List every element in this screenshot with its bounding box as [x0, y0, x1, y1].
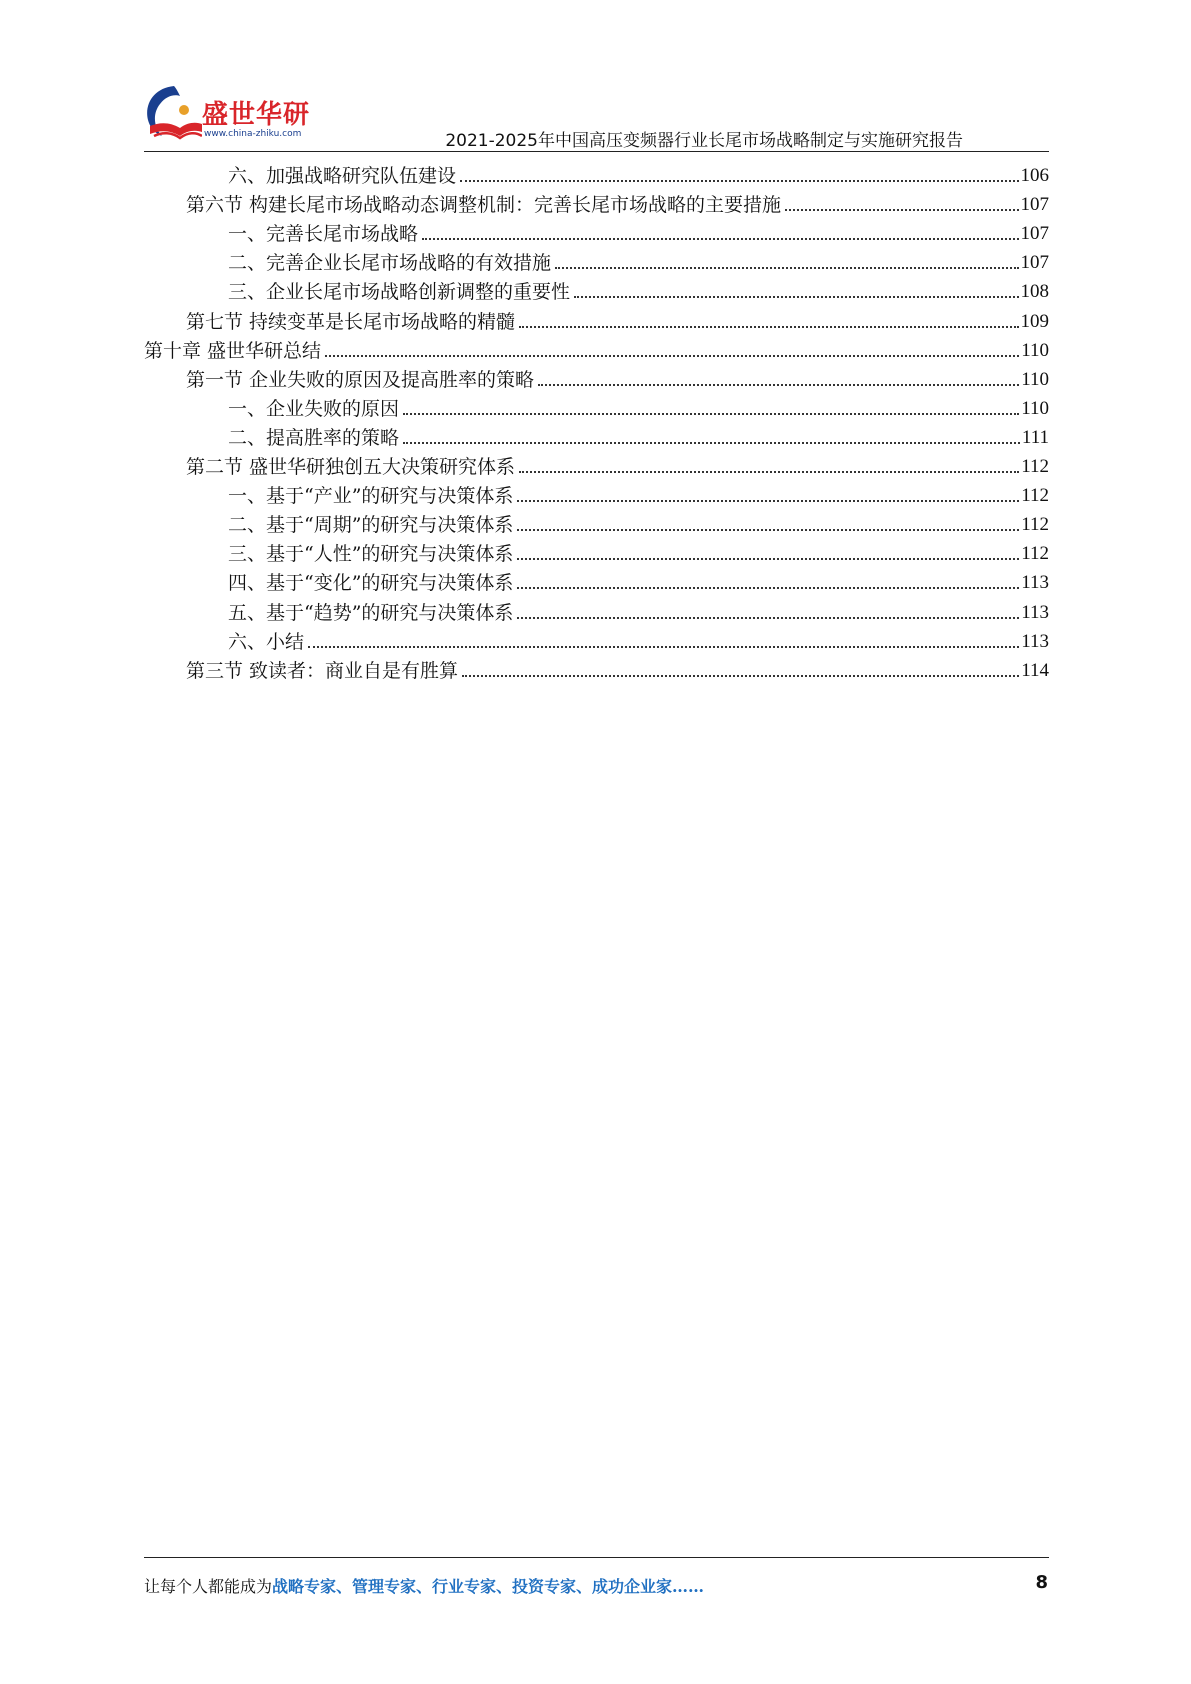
toc-entry-label: 六、小结: [228, 630, 305, 653]
toc-entry-page: 109: [1020, 310, 1049, 332]
toc-entry-label: 二、提高胜率的策略: [228, 426, 400, 449]
toc-entry[interactable]: [228, 597, 1049, 625]
toc-entry[interactable]: [228, 160, 1049, 188]
toc-dot-leader: [403, 442, 1020, 444]
toc-dot-leader: [555, 267, 1018, 269]
toc-entry[interactable]: [228, 276, 1049, 304]
toc-entry-label: 三、企业长尾市场战略创新调整的重要性: [228, 281, 571, 304]
toc-dot-leader: [403, 413, 1019, 415]
page-header: [0, 0, 1191, 160]
logo-url: www.china-zhiku.com: [204, 129, 302, 139]
toc-entry-label: 五、基于“趋势”的研究与决策体系: [228, 601, 514, 624]
toc-dot-leader: [519, 471, 1019, 473]
toc-entry-page: 113: [1021, 572, 1049, 594]
toc-entry-label: 三、基于“人性”的研究与决策体系: [228, 543, 514, 566]
toc-entry-page: 107: [1020, 194, 1049, 216]
toc-entry[interactable]: [228, 538, 1049, 566]
footer-divider: [144, 1557, 1049, 1558]
toc-entry-label: 第六节 构建长尾市场战略动态调整机制：完善长尾市场战略的主要措施: [186, 194, 782, 217]
toc-entry-page: 110: [1021, 339, 1049, 361]
toc-entry-page: 113: [1021, 601, 1049, 623]
toc-entry[interactable]: [186, 189, 1049, 217]
toc-entry-label: 第七节 持续变革是长尾市场战略的精髓: [186, 310, 516, 333]
toc-entry-label: 一、基于“产业”的研究与决策体系: [228, 485, 514, 508]
toc-dot-leader: [460, 180, 1018, 182]
toc-dot-leader: [517, 617, 1019, 619]
slogan-highlight: 战略专家、管理专家、行业专家、投资专家、成功企业家……: [272, 1577, 705, 1596]
toc-entry-label: 一、企业失败的原因: [228, 397, 400, 420]
toc-entry[interactable]: [144, 335, 1049, 363]
toc-entry-page: 111: [1021, 426, 1049, 448]
document-title: 2021-2025年中国高压变频器行业长尾市场战略制定与实施研究报告: [445, 131, 963, 151]
toc-entry-page: 106: [1020, 165, 1049, 186]
logo-emblem-icon: [140, 82, 202, 144]
toc-entry-label: 第三节 致读者：商业自是有胜算: [186, 659, 459, 682]
toc-entry-page: 112: [1021, 514, 1049, 536]
toc-entry-label: 四、基于“变化”的研究与决策体系: [228, 572, 514, 595]
footer-slogan: [144, 1574, 704, 1597]
toc-entry-label: 二、基于“周期”的研究与决策体系: [228, 514, 514, 537]
toc-entry[interactable]: [186, 655, 1049, 683]
slogan-prefix: 让每个人都能成为: [144, 1577, 273, 1596]
toc-entry[interactable]: [186, 306, 1049, 334]
toc-dot-leader: [519, 326, 1018, 328]
company-logo: [140, 82, 320, 150]
toc-entry-label: 一、完善长尾市场战略: [228, 223, 419, 246]
toc-entry-page: 113: [1021, 630, 1049, 652]
toc-entry-label: 第十章 盛世华研总结: [144, 339, 322, 362]
toc-entry-page: 110: [1021, 397, 1049, 419]
toc-entry-page: 107: [1020, 223, 1049, 245]
toc-dot-leader: [785, 209, 1018, 211]
toc-entry[interactable]: [228, 626, 1049, 654]
header-divider: [144, 151, 1049, 152]
toc-dot-leader: [308, 646, 1019, 648]
toc-dot-leader: [422, 238, 1018, 240]
toc-dot-leader: [517, 529, 1019, 531]
toc-entry[interactable]: [228, 218, 1049, 246]
toc-entry[interactable]: [228, 422, 1049, 450]
toc-dot-leader: [538, 384, 1019, 386]
toc-entry-label: 二、完善企业长尾市场战略的有效措施: [228, 252, 552, 275]
toc-dot-leader: [462, 675, 1019, 677]
toc-dot-leader: [325, 355, 1019, 357]
toc-entry-label: 六、加强战略研究队伍建设: [228, 165, 457, 187]
toc-entry-page: 112: [1021, 456, 1049, 477]
toc-entry[interactable]: [228, 509, 1049, 537]
toc-entry[interactable]: [186, 451, 1049, 479]
toc-entry-page: 107: [1020, 252, 1049, 274]
page-number: 8: [1035, 1572, 1048, 1593]
toc-entry-page: 112: [1021, 485, 1049, 507]
toc-entry[interactable]: [228, 247, 1049, 275]
toc-dot-leader: [574, 296, 1018, 298]
toc-dot-leader: [517, 558, 1019, 560]
toc-entry-page: 108: [1020, 281, 1049, 303]
toc-entry[interactable]: [228, 567, 1049, 595]
toc-entry[interactable]: [228, 393, 1049, 421]
toc-entry[interactable]: [228, 480, 1049, 508]
toc-entry-label: 第二节 盛世华研独创五大决策研究体系: [186, 456, 516, 478]
toc-entry[interactable]: [186, 364, 1049, 392]
toc-dot-leader: [517, 587, 1019, 589]
toc-entry-page: 114: [1021, 659, 1049, 681]
logo-text: 盛世华研: [202, 100, 311, 130]
toc-entry-page: 112: [1021, 543, 1049, 565]
toc-entry-label: 第一节 企业失败的原因及提高胜率的策略: [186, 368, 535, 391]
toc-dot-leader: [517, 500, 1019, 502]
toc-entry-page: 110: [1021, 368, 1049, 390]
